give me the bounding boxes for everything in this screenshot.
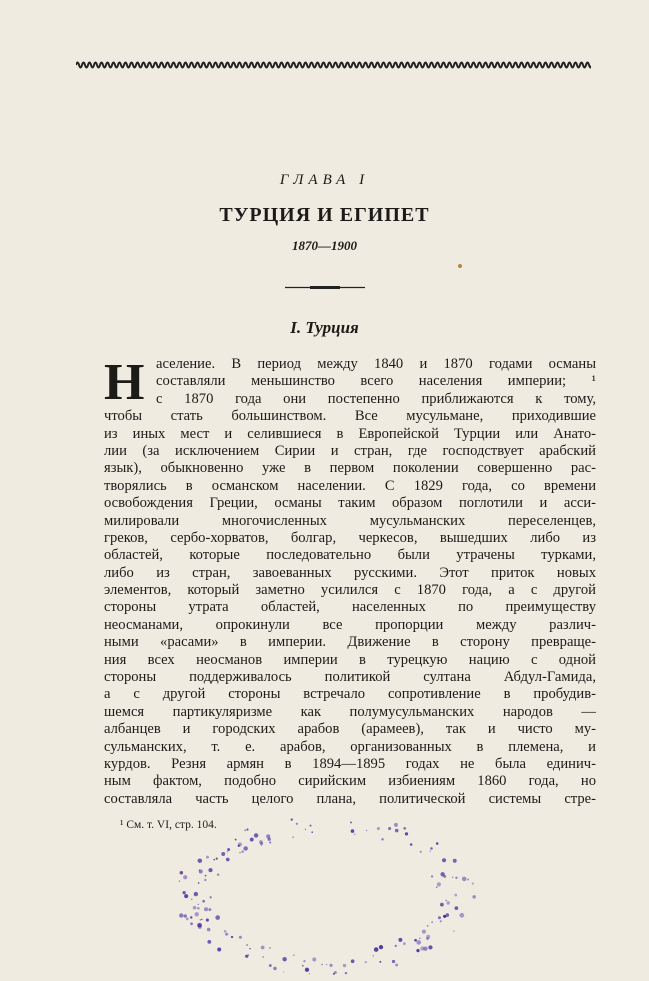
stamp-dot	[343, 964, 346, 967]
stamp-dot	[354, 833, 356, 835]
stamp-dot	[431, 875, 433, 877]
stamp-dot	[381, 838, 383, 840]
stamp-dot	[310, 825, 312, 827]
text-line: из иных мест и селившиеся в Европейской Турции или Анато-	[104, 425, 596, 442]
stamp-dot	[351, 959, 355, 963]
stamp-dot	[198, 904, 199, 905]
stamp-dot	[291, 818, 293, 820]
wavy-ornament-divider	[76, 58, 591, 72]
text-line: чтобы стать большинством. Все мусульмане, приходившие	[104, 408, 596, 425]
stamp-dot	[238, 842, 242, 846]
stamp-dot	[186, 918, 189, 921]
stamp-dot	[312, 958, 316, 962]
chapter-label: ГЛАВА I	[279, 172, 370, 188]
body-text	[104, 356, 596, 808]
stamp-dot	[455, 877, 457, 879]
stamp-dot	[420, 851, 422, 853]
stamp-dot	[403, 827, 406, 830]
text-line: курдов. Резня армян в 1894—1895 годах не была единич-	[104, 755, 596, 772]
stamp-dot	[374, 947, 379, 952]
stamp-dot	[198, 925, 202, 929]
text-line: освобождения Греции, османы таким образом поглотили и асси-	[104, 495, 596, 512]
stamp-dot	[440, 872, 444, 876]
stamp-dot	[452, 877, 453, 878]
stamp-dot	[437, 882, 441, 886]
stamp-dot	[179, 880, 181, 882]
stamp-dot	[416, 940, 421, 945]
stamp-dot	[422, 930, 426, 934]
stamp-dot	[266, 834, 270, 838]
stamp-dot	[217, 948, 221, 952]
text-line: неосманами, опрокинули все пропорции между различ-	[104, 616, 596, 633]
stamp-dot	[467, 879, 469, 881]
stamp-dot	[243, 846, 247, 850]
stamp-dot	[259, 840, 263, 844]
stamp-dot	[183, 875, 187, 879]
text-line: либо из стран, завоеванных русскими. Этот приток новых	[104, 564, 596, 581]
stamp-dot	[244, 829, 246, 831]
stamp-dot	[365, 961, 367, 963]
stamp-dot	[282, 957, 286, 961]
stamp-dot	[303, 960, 305, 962]
stamp-dot	[210, 896, 212, 898]
stamp-dot	[204, 907, 208, 911]
stamp-dot	[207, 928, 211, 932]
stamp-dot	[305, 968, 309, 972]
stamp-dot	[198, 859, 202, 863]
stamp-dot	[472, 895, 475, 898]
drop-cap: Н	[104, 354, 145, 411]
stamp-dot	[410, 843, 413, 846]
stamp-dot	[305, 829, 306, 830]
stamp-dot	[250, 838, 254, 842]
stamp-dot	[454, 894, 457, 897]
stamp-dot	[269, 964, 272, 967]
text-line: творялись в османском населении. С 1829 года, со времени	[104, 477, 596, 494]
ornament-rule	[285, 286, 365, 289]
stamp-dot	[440, 920, 442, 922]
stamp-dot	[191, 898, 193, 900]
stamp-dot	[245, 955, 248, 958]
stamp-dot	[394, 823, 398, 827]
stamp-dot	[184, 894, 188, 898]
stamp-dot	[239, 852, 241, 854]
text-line: милировали многочисленных мусульманских переселенцев,	[104, 512, 596, 529]
stamp-dot	[351, 829, 355, 833]
text-line: сульманских, т. е. арабов, организованных в племена, и	[104, 738, 596, 755]
stamp-dot	[224, 930, 227, 933]
stamp-dot	[215, 915, 220, 920]
stamp-dot	[428, 945, 432, 949]
text-line: составляли меньшинство всего населения империи; ¹	[156, 373, 596, 390]
stamp-dot	[379, 945, 383, 949]
stamp-dot	[472, 882, 474, 884]
stamp-dot	[296, 823, 298, 825]
stamp-dot	[249, 948, 250, 949]
stamp-dot	[405, 832, 408, 835]
stamp-dot	[462, 877, 467, 882]
stamp-dot	[193, 906, 197, 910]
stamp-dot	[366, 830, 368, 832]
stamp-dot	[241, 850, 244, 853]
stamp-dot	[293, 954, 295, 956]
ink-spot	[458, 264, 462, 268]
stamp-dot	[454, 906, 458, 910]
stamp-dot	[430, 847, 432, 849]
stamp-dot	[453, 930, 454, 931]
stamp-dot	[216, 858, 218, 860]
stamp-dot	[420, 946, 424, 950]
stamp-dot	[395, 945, 397, 947]
stamp-dot	[235, 839, 237, 841]
stamp-dot	[225, 932, 228, 935]
stamp-dot	[273, 967, 276, 970]
stamp-dot	[208, 908, 211, 911]
stamp-dot	[292, 836, 294, 838]
stamp-dot	[321, 964, 323, 966]
stamp-dot	[440, 903, 444, 907]
stamp-dot	[269, 842, 271, 844]
stamp-dot	[426, 935, 430, 939]
stamp-dot	[246, 944, 248, 946]
stamp-dot	[377, 827, 380, 830]
stamp-dot	[202, 900, 205, 903]
stamp-dot	[453, 859, 457, 863]
stamp-dot	[254, 833, 258, 837]
stamp-dot	[261, 946, 265, 950]
stamp-dot	[447, 901, 450, 904]
stamp-dot	[311, 831, 313, 833]
stamp-dot	[204, 879, 206, 881]
stamp-dot	[414, 939, 417, 942]
stamp-dot	[302, 965, 304, 967]
stamp-dot	[379, 961, 381, 963]
stamp-dot	[261, 845, 262, 846]
stamp-dot	[184, 914, 187, 917]
stamp-dot	[227, 851, 229, 853]
stamp-dot	[262, 956, 263, 957]
stamp-dot	[438, 916, 441, 919]
stamp-dot	[442, 858, 446, 862]
footnote: ¹ См. т. VI, стр. 104.	[120, 819, 217, 831]
stamp-dot	[431, 921, 433, 923]
stamp-dot	[231, 936, 233, 938]
text-line: аселение. В период между 1840 и 1870 годами османы	[156, 356, 596, 372]
stamp-dot	[398, 938, 402, 942]
stamp-dot	[227, 848, 230, 851]
stamp-dot	[430, 850, 432, 852]
chapter-years: 1870—1900	[292, 238, 357, 253]
stamp-dot	[221, 852, 225, 856]
stamp-dot	[194, 892, 198, 896]
stamp-dot	[199, 870, 203, 874]
text-line: а с другой стороны встречало сопротивление в пробудив-	[104, 686, 596, 703]
text-line: ния всех неосманов империи в турецкую нацию с одной	[104, 651, 596, 668]
stamp-dot	[395, 829, 399, 833]
stamp-dot	[350, 821, 352, 823]
stamp-dot	[436, 842, 439, 845]
text-line: элементов, который заметно усилился с 1870 года, а с другой	[104, 582, 596, 599]
stamp-dot	[419, 938, 421, 940]
stamp-dot	[246, 829, 248, 831]
stamp-dot	[309, 973, 310, 974]
stamp-dot	[333, 973, 335, 975]
stamp-dot	[239, 936, 242, 939]
stamp-dot	[207, 940, 211, 944]
stamp-dot	[403, 942, 406, 945]
stamp-dot	[445, 900, 447, 902]
stamp-dot	[180, 871, 183, 874]
stamp-dot	[201, 919, 202, 920]
text-line: составляла часть целого плана, политической системы стре-	[104, 790, 596, 807]
stamp-dot	[416, 949, 419, 952]
stamp-dot	[329, 964, 332, 967]
stamp-dot	[326, 964, 327, 965]
stamp-dot	[226, 858, 230, 862]
stamp-dot	[206, 918, 209, 921]
stamp-dot	[373, 955, 374, 956]
stamp-dot	[459, 913, 464, 918]
text-line: греков, сербо-хорватов, болгар, черкесов, вышедших либо из	[104, 529, 596, 546]
stamp-dot	[213, 859, 215, 861]
text-line: областей, которые последовательно были утрачены турками,	[104, 547, 596, 564]
stamp-dot	[195, 912, 199, 916]
stamp-dot	[392, 960, 395, 963]
chapter-title: ТУРЦИЯ И ЕГИПЕТ	[219, 204, 430, 226]
stamp-dot	[345, 972, 347, 974]
stamp-dot	[283, 971, 284, 972]
stamp-dot	[198, 882, 200, 884]
stamp-dot	[200, 919, 201, 920]
text-line: стороны утрата областей, населенных по преимуществу	[104, 599, 596, 616]
stamp-dot	[182, 891, 185, 894]
text-line: лии (за исключением Сирии и стран, где господствует арабский	[104, 442, 596, 459]
stamp-dot	[197, 907, 200, 910]
section-heading: I. Турция	[290, 318, 359, 337]
stamp-dot	[205, 875, 207, 877]
stamp-dot	[436, 886, 438, 888]
stamp-dot	[208, 868, 212, 872]
text-line: албанцев и городских арабов (арамеев), так и чисто му-	[104, 721, 596, 738]
stamp-dot	[217, 873, 219, 875]
stamp-dot	[443, 915, 445, 917]
stamp-dot	[388, 827, 391, 830]
stamp-dot	[179, 913, 183, 917]
text-line: с 1870 года они постепенно приближаются к тому,	[156, 390, 596, 407]
stamp-dot	[395, 964, 398, 967]
text-line: ным фактом, подобно сирийским избиениям 1860 года, но	[104, 773, 596, 790]
text-line: шемся партикуляризме как полумусульманских народов —	[104, 703, 596, 720]
library-stamp	[160, 800, 490, 980]
text-line: стороны поддерживалось политикой султана Абдул-Гамида,	[104, 669, 596, 686]
stamp-dot	[206, 856, 209, 859]
stamp-dot	[190, 916, 192, 918]
text-line: язык), обыкновенно уже в первом поколении совершенно рас-	[104, 460, 596, 477]
text-line: ными «расами» в империи. Движение в сторону превраще-	[104, 634, 596, 651]
stamp-dot	[427, 925, 429, 927]
stamp-dot	[190, 922, 193, 925]
stamp-dot	[269, 947, 270, 948]
